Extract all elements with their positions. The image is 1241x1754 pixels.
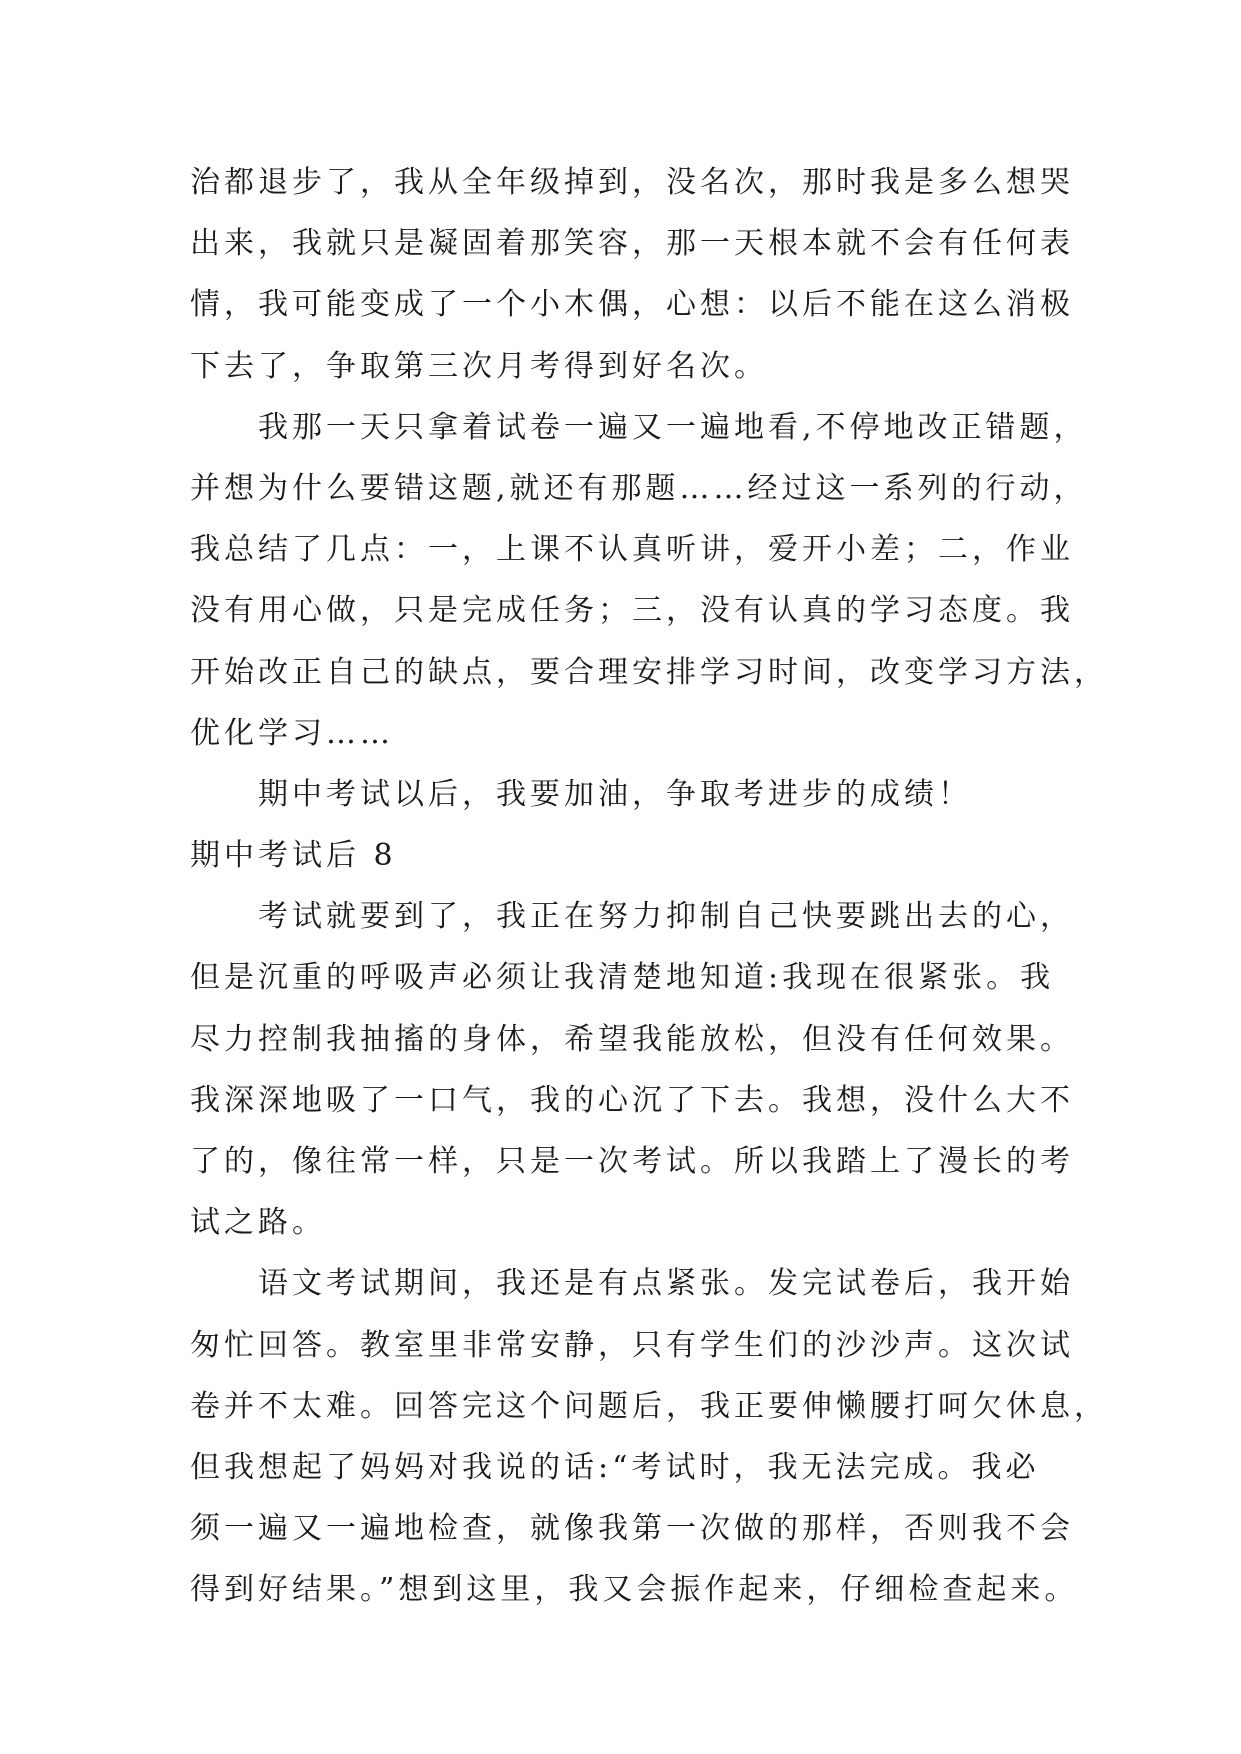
text-line: 匆忙回答。教室里非常安静，只有学生们的沙沙声。这次试 [190,1327,1074,1363]
text-line: 我深深地吸了一口气，我的心沉了下去。我想，没什么大不 [190,1082,1074,1118]
paragraph-first-line: 期中考试以后，我要加油，争取考进步的成绩！ [258,776,972,812]
text-line: 并想为什么要错这题,就还有那题……经过这一系列的行动， [190,470,1088,506]
text-line: 情，我可能变成了一个小木偶，心想：以后不能在这么消极 [190,287,1074,323]
text-line: 得到好结果。”想到这里，我又会振作起来，仔细检查起来。 [190,1572,1079,1608]
text-line: 了的，像往常一样，只是一次考试。所以我踏上了漫长的考 [190,1144,1074,1179]
text-line: 尽力控制我抽搐的身体，希望我能放松，但没有任何效果。 [190,1021,1074,1057]
text-line: 下去了，争取第三次月考得到好名次。 [190,348,768,384]
text-line: 治都退步了，我从全年级掉到，没名次，那时我是多么想哭 [190,165,1074,200]
section-heading: 期中考试后 8 [190,838,397,874]
text-line: 试之路。 [190,1205,326,1241]
text-line: 但我想起了妈妈对我说的话:“考试时，我无法完成。我必 [190,1449,1040,1485]
text-line: 没有用心做，只是完成任务；三，没有认真的学习态度。我 [190,593,1074,629]
paragraph-first-line: 我那一天只拿着试卷一遍又一遍地看,不停地改正错题， [258,409,1088,445]
text-line: 但是沉重的呼吸声必须让我清楚地知道:我现在很紧张。我 [190,960,1055,996]
paragraph-first-line: 语文考试期间，我还是有点紧张。发完试卷后，我开始 [258,1266,1074,1302]
document-body [190,152,1108,1621]
text-line: 出来，我就只是凝固着那笑容，那一天根本就不会有任何表 [190,226,1074,262]
text-line: 卷并不太难。回答完这个问题后，我正要伸懒腰打呵欠休息， [190,1388,1108,1424]
text-line: 须一遍又一遍地检查，就像我第一次做的那样，否则我不会 [190,1511,1074,1547]
paragraph-first-line: 考试就要到了，我正在努力抑制自己快要跳出去的心， [258,899,1074,935]
text-line: 我总结了几点：一，上课不认真听讲，爱开小差；二，作业 [190,532,1074,568]
text-line: 优化学习…… [190,715,394,751]
text-line: 开始改正自己的缺点，要合理安排学习时间，改变学习方法， [190,654,1108,690]
